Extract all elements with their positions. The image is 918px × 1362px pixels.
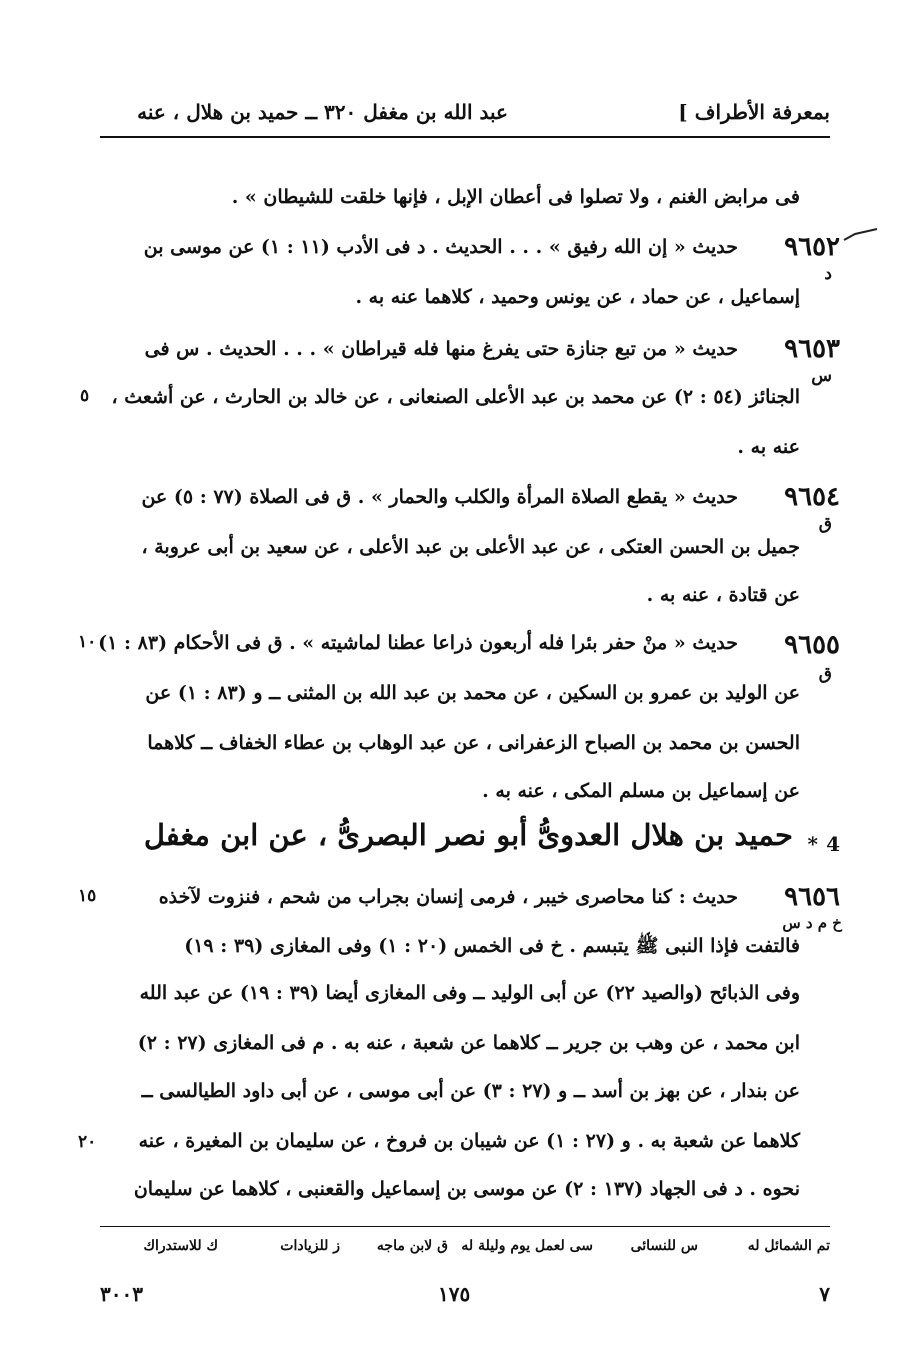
line-number: ٢٠ — [78, 1132, 97, 1152]
page-number-right: ٧ — [819, 1282, 830, 1306]
margin-siglum: س — [811, 366, 832, 386]
text-line: فى مرابض الغنم ، ولا تصلوا فى أعطان الإبل ، فإنها خلقت للشيطان » . — [231, 186, 800, 208]
text-line: عن قتادة ، عنه به . — [646, 584, 800, 606]
hadith-number: ٩٦٥٣ — [784, 334, 840, 364]
hadith-number: ٩٦٥٤ — [784, 482, 840, 512]
margin-siglum: خ م د س — [782, 914, 842, 932]
hadith-number: ٩٦٥٥ — [784, 630, 840, 660]
page-number-left: ٣٠٠٣ — [100, 1282, 143, 1306]
running-head-range: عبد الله بن مغفل ٣٢٠ ــ حميد بن هلال ، عنه — [137, 100, 508, 124]
check-mark-icon — [843, 228, 879, 242]
section-number: 4 — [826, 832, 840, 856]
text-line: عن الوليد بن عمرو بن السكين ، عن محمد بن عبد الله بن المثنى ــ و (٨٣ : ١) عن — [145, 682, 800, 704]
legend-item: س للنسائى — [630, 1238, 698, 1254]
text-line: حديث « إن الله رفيق » . . . الحديث . د فى الأدب (١١ : ١) عن موسى بن — [143, 236, 738, 258]
legend-item: سى لعمل يوم وليلة له — [461, 1238, 593, 1254]
text-line: وفى الذبائح (والصيد ٢٢) عن أبى الوليد ــ وفى المغازى أيضا (٣٩ : ١٩) عن عبد الله — [139, 982, 800, 1004]
page-number-center: ١٧٥ — [438, 1282, 471, 1306]
text-line: كلاهما عن شعبة به . و (٢٧ : ١) عن شيبان بن فروخ ، عن سليمان بن المغيرة ، عنه — [138, 1130, 800, 1152]
text-line: حديث « منْ حفر بئرا فله أربعون ذراعا عطنا لماشيته » . ق فى الأحكام (٨٣ : ١) — [98, 632, 738, 654]
text-line: عنه به . — [737, 436, 800, 458]
margin-siglum: ق — [818, 664, 832, 684]
footer-rule — [100, 1226, 830, 1227]
text-line: حديث « من تبع جنازة حتى يفرغ منها فله قيراطان » . . . الحديث . س فى — [144, 338, 738, 360]
legend-item: تم الشمائل له — [747, 1238, 830, 1254]
text-line: حديث : كنا محاصرى خيبر ، فرمى إنسان بجراب من شحم ، فنزوت لآخذه — [158, 886, 738, 908]
line-number: ٥ — [80, 386, 90, 406]
header-rule — [100, 136, 830, 138]
margin-siglum: ق — [818, 514, 832, 534]
text-line: فالتفت فإذا النبى ﷺ يتبسم . خ فى الخمس (٢٠ : ١) وفى المغازى (٣٩ : ١٩) — [184, 935, 800, 957]
section-title: حميد بن هلال العدوىُّ أبو نصر البصرىُّ ، عن ابن مغفل — [143, 818, 793, 852]
text-line: الحسن بن محمد بن الصباح الزعفرانى ، عن عبد الوهاب بن عطاء الخفاف ــ كلاهما — [147, 732, 800, 754]
hadith-number: ٩٦٥٢ — [784, 232, 840, 262]
text-line: ابن محمد ، عن وهب بن جرير ــ كلاهما عن شعبة ، عنه به . م فى المغازى (٢٧ : ٢) — [137, 1032, 800, 1054]
legend-item: ك للاستدراك — [143, 1238, 218, 1254]
text-line: حديث « يقطع الصلاة المرأة والكلب والحمار » . ق فى الصلاة (٧٧ : ٥) عن — [141, 486, 738, 508]
text-line: إسماعيل ، عن حماد ، عن يونس وحميد ، كلاهما عنه به . — [355, 286, 800, 308]
line-number: ١٥ — [78, 886, 97, 906]
text-line: نحوه . د فى الجهاد (١٣٧ : ٢) عن موسى بن إسماعيل والقعنبى ، كلاهما عن سليمان — [133, 1178, 800, 1200]
legend-item: ز للزيادات — [280, 1238, 340, 1254]
running-head-book-title: بمعرفة الأطراف ] — [678, 100, 830, 124]
section-star: * — [807, 832, 818, 856]
text-line: جميل بن الحسن العتكى ، عن عبد الأعلى بن عبد الأعلى ، عن سعيد بن أبى عروبة ، — [141, 536, 800, 558]
hadith-number: ٩٦٥٦ — [784, 882, 840, 912]
text-line: عن بندار ، عن بهز بن أسد ــ و (٢٧ : ٣) عن أبى موسى ، عن أبى داود الطيالسى ــ — [141, 1080, 800, 1102]
text-line: الجنائز (٥٤ : ٢) عن محمد بن عبد الأعلى الصنعانى ، عن خالد بن الحارث ، عن أشعث ، — [111, 386, 800, 408]
margin-siglum: د — [824, 264, 832, 284]
line-number: ١٠ — [78, 632, 97, 652]
legend-item: ق لابن ماجه — [376, 1238, 448, 1254]
text-line: عن إسماعيل بن مسلم المكى ، عنه به . — [482, 780, 800, 802]
